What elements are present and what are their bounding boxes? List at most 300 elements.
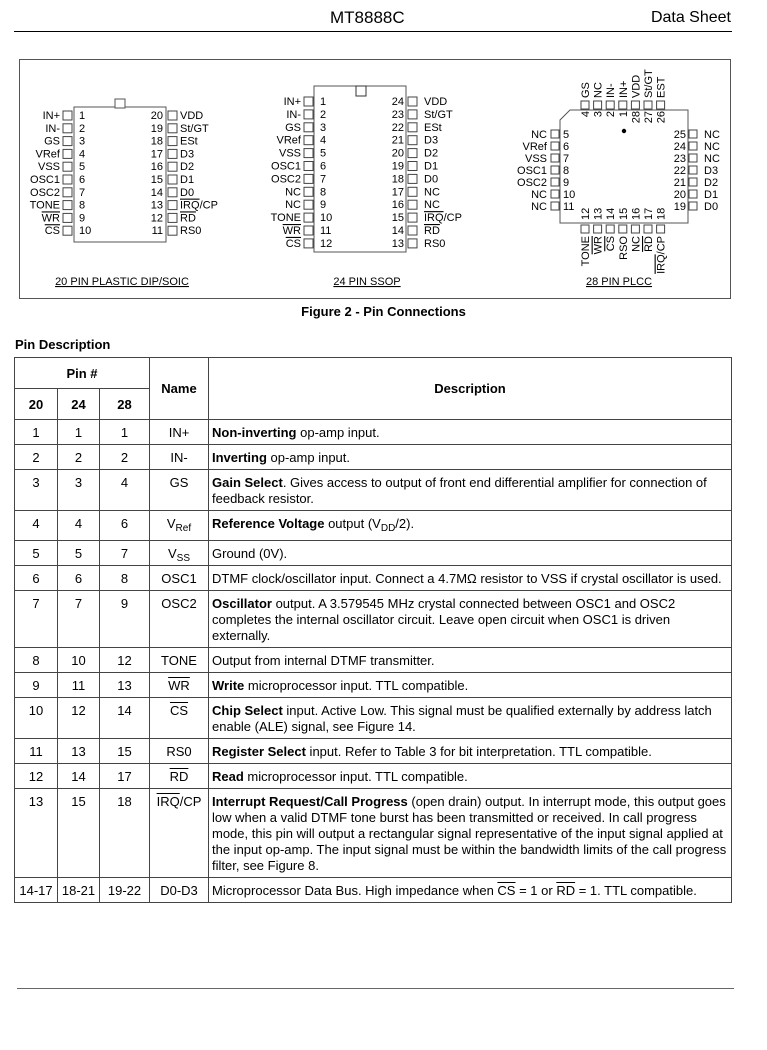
plcc-pin-number: 3 [592, 111, 605, 118]
plcc-pin-box [689, 130, 697, 138]
dip-pin-box [168, 226, 177, 235]
dip-pin-box [168, 188, 177, 197]
ssop-pin-box [304, 149, 313, 158]
pin-row-in- [15, 445, 732, 470]
pin-name: $V_{Ref}$ [150, 511, 209, 541]
ssop-pin-number: 1 [320, 96, 327, 108]
dip-pin-number: 13 [150, 199, 163, 212]
dip-pin-number: 11 [151, 225, 163, 238]
ssop-pin-number: 2 [320, 108, 327, 121]
plcc-package-label: 28 PIN PLCC [585, 276, 653, 288]
pin-description: Reference Voltage output $(V_{DD}/2)$. [209, 511, 732, 541]
ssop-pin-box [304, 162, 313, 171]
ssop-pin-label: D0 [424, 173, 439, 186]
plcc-pin-box [551, 202, 559, 210]
plcc-pin-box [631, 225, 639, 233]
plcc-pin-box [594, 225, 602, 233]
dip-pin-box [63, 201, 72, 210]
dip-pin-box [168, 149, 177, 158]
pin-24-number: 12 [58, 698, 100, 739]
ssop-pin-number: 8 [320, 186, 327, 199]
plcc-pin-box [594, 101, 602, 109]
ssop-pin-box [408, 174, 417, 183]
pin-description: Gain Select. Gives access to output of front end differential amplifier for connection of feedback resistor. [209, 470, 732, 511]
ssop-pin-box [304, 213, 313, 222]
pin-row-osc1 [15, 566, 732, 591]
ssop-pin-box [408, 213, 417, 222]
pin-28-number: 7 [100, 541, 150, 566]
pin-24-number: 14 [58, 764, 100, 789]
dip-pin-label: IRQ/CP [180, 199, 218, 212]
plcc-pin-number: 20 [673, 189, 686, 201]
plcc-pin-number: 24 [673, 141, 686, 153]
pin-20-number: 9 [15, 673, 58, 698]
pin-description: Write microprocessor input. TTL compatible. [209, 673, 732, 698]
dip-package-label: 20 PIN PLASTIC DIP/SOIC [55, 276, 189, 288]
dip-pin-label: VRef [35, 148, 60, 161]
plcc-pin-number: 12 [580, 207, 592, 220]
dip-pin-label: OSC2 [30, 186, 60, 199]
dip-pin-label: CS [44, 225, 60, 238]
plcc-pin-label: D3 [704, 165, 719, 177]
footer-divider [17, 988, 734, 989]
pin-24-number: 18-21 [58, 878, 100, 903]
plcc-pin-number: 6 [563, 141, 570, 153]
ssop-notch [356, 86, 366, 96]
ssop-pin-number: 9 [320, 199, 327, 212]
plcc-pin-label: St/GT [643, 69, 655, 98]
pin-20-number: 2 [15, 445, 58, 470]
ssop-pin-number: 4 [320, 134, 327, 147]
pin-row-cs [15, 698, 732, 739]
pin-number-header: Pin # [15, 358, 150, 389]
pin-row-osc2 [15, 591, 732, 648]
pin-description: Ground (0V). [209, 541, 732, 566]
plcc-pin-box [689, 142, 697, 150]
dip-pin-box [168, 213, 177, 222]
ssop-package-label: 24 PIN SSOP [333, 276, 401, 288]
plcc-pin-box [619, 225, 627, 233]
dip-pin-label: TONE [29, 199, 60, 212]
ssop-pin-label: D2 [424, 147, 439, 160]
dip-pin-box [168, 111, 177, 120]
ssop-pin-box [304, 226, 313, 235]
plcc-pin-box [551, 130, 559, 138]
pin-description: Interrupt Request/Call Progress (open drain) output. In interrupt mode, this output goes low when a valid DTMF tone burst has been transmitted or received. In call progress mode, this pin will output a rectangular signal representative of the input signal applied at the input op-amp. The input signal must be within the bandwidth limits of the call progress filter, see Figure 8. [209, 789, 732, 878]
ssop-pin-label: WR [282, 225, 301, 237]
dip-pin-label: WR [41, 212, 60, 225]
ssop-pin-label: OSC2 [271, 173, 301, 186]
pin-24-number: 10 [58, 648, 100, 673]
pin-row-vss [15, 541, 732, 566]
plcc-pin-label: IN+ [617, 80, 630, 98]
pin-name: OSC2 [150, 591, 209, 648]
ssop-pin-label: IN+ [283, 96, 301, 108]
plcc-pin-number: 16 [630, 207, 643, 220]
ssop-pin-box [408, 136, 417, 145]
ssop-pin-number: 22 [391, 121, 404, 134]
dip-pin-box [63, 111, 72, 120]
pin-28-number: 12 [100, 648, 150, 673]
plcc-pin-label: CS [605, 236, 618, 252]
pin-20-number: 13 [15, 789, 58, 878]
plcc-pin-label: GS [580, 82, 592, 98]
ssop-pin-label: NC [285, 199, 301, 212]
ssop-pin-number: 15 [391, 212, 404, 225]
plcc-pin-box [551, 142, 559, 150]
dip-pin-box [63, 162, 72, 171]
pin-name: $\overline{RD}$ [150, 764, 209, 789]
plcc-pin-label: NC [704, 141, 720, 153]
dip-pin-label: IN+ [42, 110, 60, 122]
plcc-pin-box [551, 154, 559, 162]
pin-description: Microprocessor Data Bus. High impedance when $\overline{CS} = 1$ or $\overline{RD} = 1$. TTL compatible. [209, 878, 732, 903]
dip-pin-number: 14 [150, 186, 163, 199]
pin-24-number: 1 [58, 420, 100, 445]
ssop-pin-number: 13 [391, 237, 404, 250]
dip-pin-number: 2 [79, 122, 86, 135]
plcc-pin-number: 1 [617, 111, 630, 118]
ssop-pin-number: 23 [391, 108, 404, 121]
ssop-pin-label: St/GT [424, 108, 453, 121]
pin-name: D0-D3 [150, 878, 209, 903]
ssop-pin-box [408, 110, 417, 119]
plcc-pin-number: 27 [643, 111, 655, 124]
pin-24-number: 13 [58, 739, 100, 764]
col-28-header: 28 [100, 389, 150, 420]
dip-pin-number: 8 [79, 199, 86, 212]
pin-28-number: 6 [100, 511, 150, 541]
plcc-pin1-dot [622, 129, 626, 133]
plcc-pin-label: TONE [580, 236, 592, 267]
plcc-pin-number: 19 [673, 201, 686, 213]
dip-pin-box [168, 162, 177, 171]
dip-pin-number: 17 [150, 148, 163, 161]
dip-notch [115, 99, 125, 108]
plcc-pin-number: 14 [605, 207, 618, 220]
dip-pin-label: IN- [45, 122, 60, 135]
dip-pin-label: St/GT [180, 122, 209, 135]
plcc-pin-number: 21 [673, 177, 686, 189]
pin-description: Non-inverting op-amp input. [209, 420, 732, 445]
ssop-pin-number: 24 [391, 96, 404, 108]
pin-row-irq-cp [15, 789, 732, 878]
dip-pin-number: 19 [150, 122, 163, 135]
pin-connections-figure [19, 59, 731, 299]
pin-24-number: 15 [58, 789, 100, 878]
plcc-pin-number: 17 [643, 207, 655, 220]
plcc-pin-label: VSS [524, 153, 547, 165]
plcc-pin-label: D0 [704, 201, 719, 213]
ssop-pin-label: NC [424, 186, 440, 199]
dip-pin-number: 6 [79, 174, 86, 186]
pin-24-number: 11 [58, 673, 100, 698]
pin-name: OSC1 [150, 566, 209, 591]
plcc-pin-number: 26 [655, 111, 668, 124]
ssop-pin-box [304, 123, 313, 132]
plcc-pin-number: 9 [563, 177, 570, 189]
pin-description: Output from internal DTMF transmitter. [209, 648, 732, 673]
dip-pin-box [63, 213, 72, 222]
pin-name: GS [150, 470, 209, 511]
ssop-pin-number: 5 [320, 147, 327, 160]
ssop-pin-number: 16 [391, 199, 404, 212]
pin-28-number: 18 [100, 789, 150, 878]
plcc-pin-label: RD [643, 236, 655, 252]
pin-28-number: 17 [100, 764, 150, 789]
dip-pin-number: 7 [79, 186, 86, 199]
dip-pin-box [63, 149, 72, 158]
ssop-pin-box [304, 187, 313, 196]
plcc-pin-box [657, 225, 665, 233]
ssop-pin-number: 20 [391, 147, 404, 160]
ssop-pin-label: GS [285, 121, 301, 134]
pin-name: RS0 [150, 739, 209, 764]
ssop-pin-number: 10 [320, 212, 333, 225]
dip-pin-box [63, 226, 72, 235]
plcc-pin-label: NC [531, 201, 547, 213]
pin-24-number: 2 [58, 445, 100, 470]
plcc-pin-label: RSO [617, 236, 630, 260]
ssop-pin-number: 14 [391, 225, 404, 237]
document-title: MT8888C [330, 8, 405, 27]
pin-row-wr [15, 673, 732, 698]
pin-description: Register Select input. Refer to Table 3 for bit interpretation. TTL compatible. [209, 739, 732, 764]
ssop-pin-number: 18 [391, 173, 404, 186]
plcc-pin-number: 4 [580, 111, 592, 118]
plcc-pin-label: NC [704, 129, 720, 141]
ssop-pin-box [304, 136, 313, 145]
dip-pin-number: 12 [150, 212, 163, 225]
plcc-pin-label: OSC1 [517, 165, 547, 177]
pin-28-number: 9 [100, 591, 150, 648]
plcc-pin-label: NC [531, 129, 547, 141]
pin-description: Inverting op-amp input. [209, 445, 732, 470]
pin-28-number: 2 [100, 445, 150, 470]
pin-20-number: 5 [15, 541, 58, 566]
dip-pin-label: ESt [180, 135, 198, 148]
pin-row-rd [15, 764, 732, 789]
dip-pin-label: D2 [180, 161, 195, 174]
plcc-pin-number: 28 [630, 111, 643, 124]
pin-20-number: 14-17 [15, 878, 58, 903]
pin-description: Read microprocessor input. TTL compatible. [209, 764, 732, 789]
dip-pin-label: D0 [180, 186, 195, 199]
dip-pin-label: OSC1 [30, 174, 60, 186]
ssop-pin-box [408, 200, 417, 209]
pin-28-number: 1 [100, 420, 150, 445]
name-header: Name [150, 358, 209, 420]
plcc-pin-label: IN- [605, 83, 618, 98]
ssop-pin-box [408, 97, 417, 106]
ssop-pin-box [408, 239, 417, 248]
pin-row-tone [15, 648, 732, 673]
ssop-pin-number: 3 [320, 121, 327, 134]
dip-pin-box [168, 137, 177, 146]
pin-name: IN+ [150, 420, 209, 445]
ssop-pin-box [408, 123, 417, 132]
plcc-pin-label: NC [630, 236, 643, 252]
plcc-package-body [560, 110, 688, 223]
ssop-pin-box [304, 200, 313, 209]
ssop-pin-box [304, 97, 313, 106]
plcc-pin-box [551, 166, 559, 174]
col-24-header: 24 [58, 389, 100, 420]
pin-20-number: 10 [15, 698, 58, 739]
plcc-pin-label: VDD [630, 74, 643, 98]
plcc-pin-number: 2 [605, 111, 618, 118]
ssop-pin-number: 6 [320, 160, 327, 173]
ssop-pin-box [408, 162, 417, 171]
dip-pin-number: 3 [79, 135, 86, 148]
dip-pin-label: D1 [180, 174, 195, 186]
section-title: Pin Description [15, 337, 111, 352]
pin-description-table [14, 357, 732, 903]
ssop-pin-box [408, 149, 417, 158]
dip-pin-box [63, 175, 72, 184]
plcc-pin-box [657, 101, 665, 109]
ssop-pin-label: VSS [278, 147, 301, 160]
plcc-pin-label: D1 [704, 189, 719, 201]
plcc-pin-number: 18 [655, 207, 668, 220]
pin-24-number: 3 [58, 470, 100, 511]
ssop-pin-label: RS0 [424, 237, 446, 250]
plcc-pin-number: 15 [617, 207, 630, 220]
pin-20-number: 7 [15, 591, 58, 648]
pin-row-rs0 [15, 739, 732, 764]
ssop-pin-label: VDD [424, 96, 448, 108]
pin-20-number: 12 [15, 764, 58, 789]
ssop-pin-label: CS [285, 237, 301, 250]
pin-name: $\overline{CS}$ [150, 698, 209, 739]
plcc-pin-label: OSC2 [517, 177, 547, 189]
document-type: Data Sheet [650, 9, 731, 26]
dip-pin-label: RD [180, 212, 196, 225]
plcc-pin-box [689, 190, 697, 198]
pin-20-number: 3 [15, 470, 58, 511]
dip-pin-number: 15 [150, 174, 163, 186]
pin-20-number: 4 [15, 511, 58, 541]
plcc-pin-number: 23 [673, 153, 686, 165]
ssop-pin-number: 7 [320, 173, 327, 186]
dip-pin-box [63, 188, 72, 197]
ssop-pin-box [408, 187, 417, 196]
plcc-pin-box [644, 101, 652, 109]
ssop-pin-box [304, 110, 313, 119]
dip-pin-box [63, 124, 72, 133]
plcc-pin-number: 7 [563, 153, 570, 165]
plcc-pin-label: NC [531, 189, 547, 201]
header-divider [14, 31, 732, 32]
dip-pin-box [63, 137, 72, 146]
dip-pin-number: 1 [79, 110, 86, 122]
pin-name: IN- [150, 445, 209, 470]
pin-row-in- [15, 420, 732, 445]
ssop-pin-number: 11 [320, 225, 332, 237]
pin-28-number: 13 [100, 673, 150, 698]
plcc-pin-number: 22 [673, 165, 686, 177]
pin-24-number: 4 [58, 511, 100, 541]
ssop-pin-label: NC [424, 199, 440, 212]
dip-pin-box [168, 124, 177, 133]
pin-name: $\overline{IRQ}/CP$ [150, 789, 209, 878]
pin-name: TONE [150, 648, 209, 673]
ssop-pin-label: IRQ/CP [424, 212, 462, 225]
pin-20-number: 11 [15, 739, 58, 764]
pin-row-vref [15, 511, 732, 541]
pin-description: DTMF clock/oscillator input. Connect a 4.7MΩ resistor to VSS if crystal oscillator is used. [209, 566, 732, 591]
plcc-pin-number: 10 [563, 189, 576, 201]
ssop-pin-box [304, 239, 313, 248]
plcc-pin-number: 25 [673, 129, 686, 141]
ssop-pin-label: OSC1 [271, 160, 301, 173]
dip-pin-label: RS0 [180, 225, 202, 238]
plcc-pin-number: 8 [563, 165, 570, 177]
ssop-pin-number: 12 [320, 237, 333, 250]
pin-description: Chip Select input. Active Low. This signal must be qualified externally by address latch enable (ALE) signal, see Figure 14. [209, 698, 732, 739]
plcc-pin-box [619, 101, 627, 109]
pin-description: Oscillator output. A 3.579545 MHz crystal connected between OSC1 and OSC2 completes the internal oscillator circuit. Leave open circuit when OSC1 is driven externally. [209, 591, 732, 648]
plcc-pin-number: 5 [563, 129, 570, 141]
dip-pin-label: VDD [180, 110, 204, 122]
pin-20-number: 1 [15, 420, 58, 445]
pin-20-number: 6 [15, 566, 58, 591]
pin-24-number: 6 [58, 566, 100, 591]
pin-28-number: 8 [100, 566, 150, 591]
plcc-pin-number: 11 [563, 201, 575, 213]
plcc-pin-box [606, 101, 614, 109]
plcc-pin-box [606, 225, 614, 233]
pin-row-d0-d3 [15, 878, 732, 903]
description-header: Description [209, 358, 732, 420]
pin-20-number: 8 [15, 648, 58, 673]
pin-28-number: 4 [100, 470, 150, 511]
ssop-pin-label: D1 [424, 160, 439, 173]
pin-name: $V_{SS}$ [150, 541, 209, 566]
dip-pin-box [168, 201, 177, 210]
dip-pin-label: VSS [37, 161, 60, 174]
dip-pin-label: D3 [180, 148, 195, 161]
dip-pin-box [168, 175, 177, 184]
plcc-pin-number: 13 [592, 207, 605, 220]
dip-pin-number: 5 [79, 161, 86, 174]
plcc-pin-label: NC [592, 82, 605, 98]
plcc-pin-box [689, 178, 697, 186]
ssop-pin-label: VRef [276, 134, 301, 147]
plcc-pin-label: EST [655, 76, 668, 98]
pin-28-number: 14 [100, 698, 150, 739]
figure-caption: Figure 2 - Pin Connections [301, 304, 466, 319]
dip-pin-label: GS [44, 135, 60, 148]
pin-24-number: 5 [58, 541, 100, 566]
plcc-pin-label: WR [592, 236, 605, 255]
ssop-pin-label: RD [424, 225, 440, 237]
plcc-pin-label: VRef [522, 141, 547, 153]
plcc-pin-box [551, 178, 559, 186]
dip-pin-number: 18 [150, 135, 163, 148]
ssop-pin-box [304, 174, 313, 183]
plcc-pin-box [644, 225, 652, 233]
ssop-pin-number: 21 [391, 134, 404, 147]
ssop-pin-number: 19 [391, 160, 404, 173]
dip-pin-number: 16 [150, 161, 163, 174]
pin-diagrams [20, 60, 730, 298]
ssop-pin-label: TONE [270, 212, 301, 225]
plcc-pin-box [551, 190, 559, 198]
ssop-pin-number: 17 [391, 186, 404, 199]
plcc-pin-box [689, 166, 697, 174]
ssop-pin-box [408, 226, 417, 235]
